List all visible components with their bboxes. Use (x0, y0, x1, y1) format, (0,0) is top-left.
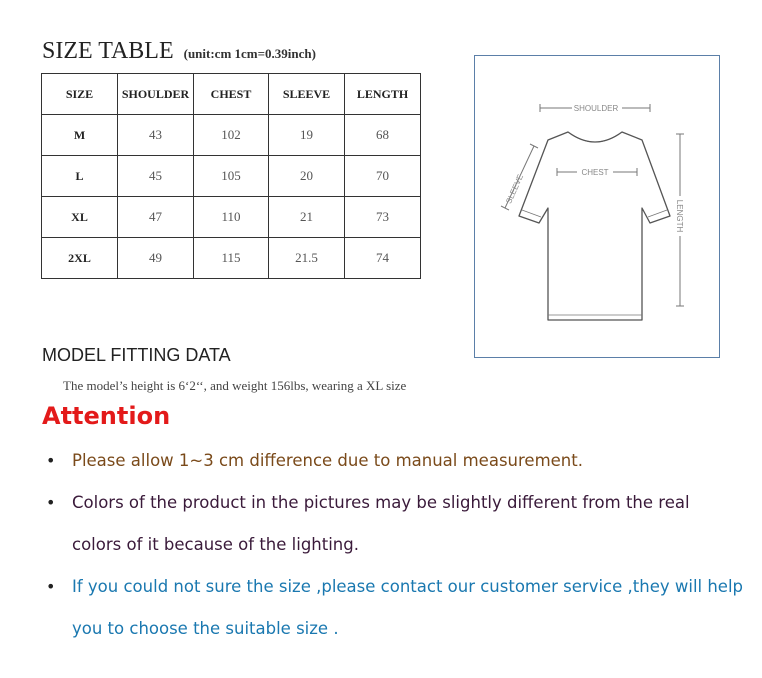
unit-note: (unit:cm 1cm=0.39inch) (183, 46, 316, 61)
tshirt-outline (519, 132, 670, 320)
table-row (42, 115, 421, 156)
chest-cell: 105 (194, 156, 269, 197)
sleeve-cell: 21 (269, 197, 345, 238)
size-table-header-row (42, 74, 421, 115)
header-length: LENGTH (345, 74, 421, 115)
length-label: LENGTH (675, 199, 684, 233)
header-shoulder: SHOULDER (118, 74, 194, 115)
shoulder-label: SHOULDER (573, 104, 619, 113)
size-cell: 2XL (42, 238, 118, 279)
size-cell: M (42, 115, 118, 156)
model-fitting-text: The model’s height is 6‘2‘‘, and weight 156lbs, wearing a XL size (63, 378, 407, 393)
chest-label: CHEST (581, 168, 609, 177)
sleeve-cell: 20 (269, 156, 345, 197)
tshirt-diagram-svg (475, 56, 719, 357)
tshirt-measurement-diagram (474, 55, 720, 358)
size-cell: L (42, 156, 118, 197)
length-cell: 73 (345, 197, 421, 238)
sleeve-label: SLEEVE (504, 172, 526, 206)
header-chest: CHEST (194, 74, 269, 115)
size-cell: XL (42, 197, 118, 238)
header-size: SIZE (42, 74, 118, 115)
chest-cell: 115 (194, 238, 269, 279)
sleeve-cell: 19 (269, 115, 345, 156)
attention-item-contact: • If you could not sure the size ,please contact our customer service ,they will help you to choose the suitable size . (44, 566, 744, 650)
table-row (42, 238, 421, 279)
attention-heading: Attention (42, 402, 171, 430)
table-row (42, 197, 421, 238)
header-sleeve: SLEEVE (269, 74, 345, 115)
attention-list (44, 440, 744, 650)
table-row (42, 156, 421, 197)
attention-item-measurement: • Please allow 1~3 cm difference due to manual measurement. (44, 440, 744, 482)
chest-cell: 102 (194, 115, 269, 156)
chest-cell: 110 (194, 197, 269, 238)
length-cell: 70 (345, 156, 421, 197)
attention-item-colors: • Colors of the product in the pictures may be slightly different from the real colors of it because of the lighting. (44, 482, 744, 566)
shoulder-cell: 49 (118, 238, 194, 279)
size-table-title (42, 38, 316, 65)
length-cell: 68 (345, 115, 421, 156)
size-table-title-text: SIZE TABLE (42, 38, 174, 64)
model-fitting-heading: MODEL FITTING DATA (42, 345, 231, 365)
shoulder-cell: 45 (118, 156, 194, 197)
sleeve-cell: 21.5 (269, 238, 345, 279)
length-cell: 74 (345, 238, 421, 279)
shoulder-cell: 47 (118, 197, 194, 238)
shoulder-cell: 43 (118, 115, 194, 156)
size-table (41, 73, 421, 279)
